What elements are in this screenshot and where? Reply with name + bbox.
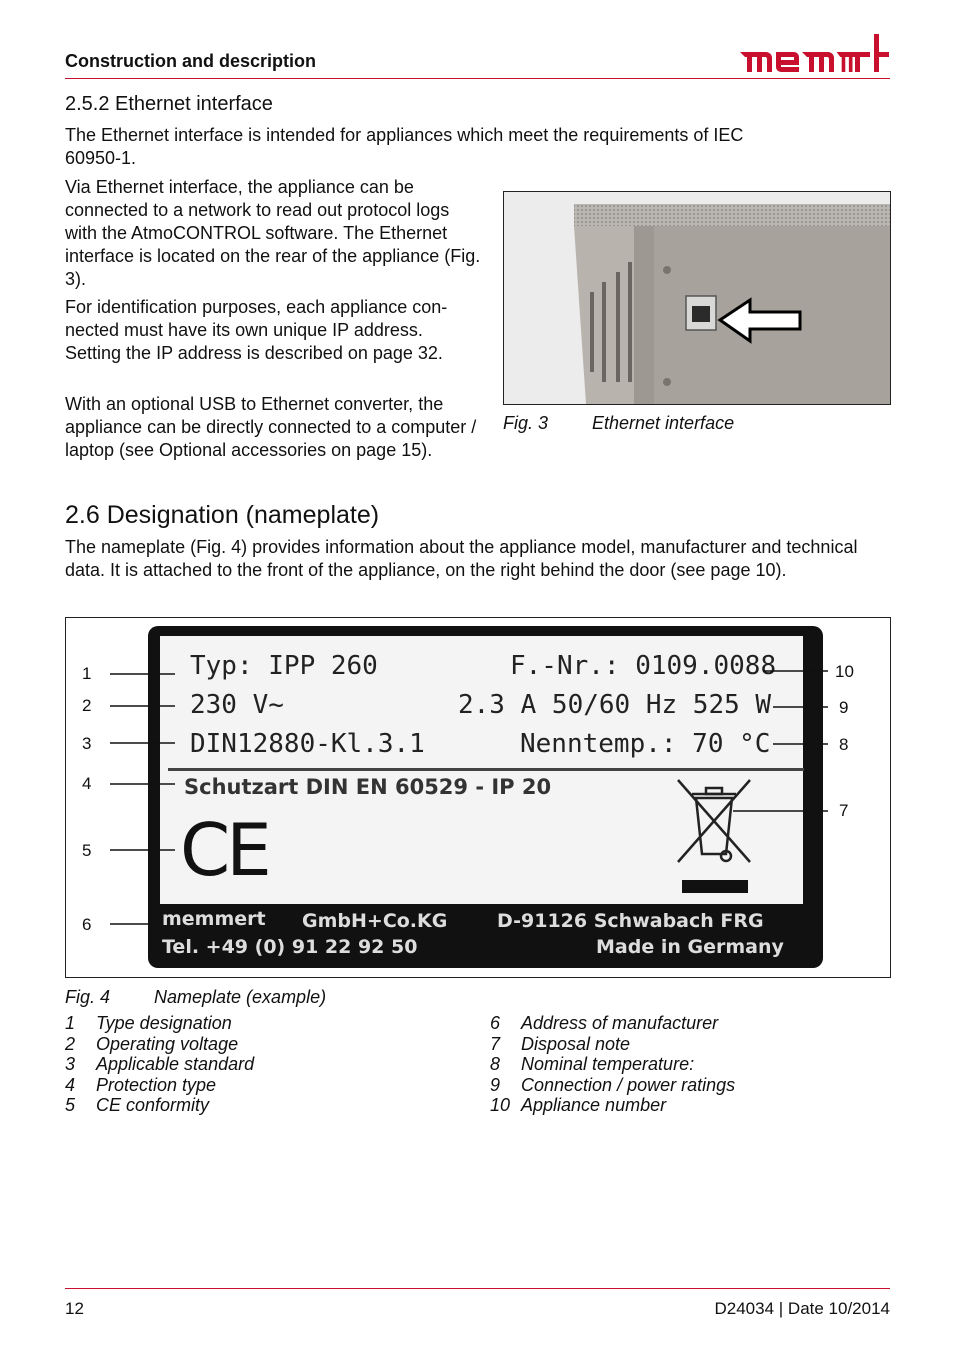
np-type: Typ: IPP 260 (190, 651, 378, 681)
callout-9: 9 (839, 698, 849, 717)
np-nominal-temp: Nenntemp.: 70 °C (520, 729, 771, 759)
paragraph-ip-address: For identification purposes, each appliance con-nected must have its own unique IP address. Setting the IP address is described on page 32. (65, 297, 448, 363)
legend-item: 4 Protection type (65, 1074, 217, 1095)
legend-item: 1 Type designation (65, 1013, 232, 1033)
np-protection-type: Schutzart DIN EN 60529 - IP 20 (184, 775, 552, 799)
callout-1: 1 (82, 664, 92, 683)
fig3-number: Fig. 3 (503, 413, 549, 433)
np-telephone: Tel. +49 (0) 91 22 92 50 (162, 936, 418, 958)
legend-left (65, 1013, 254, 1116)
running-header: Construction and description (65, 51, 317, 71)
callout-7: 7 (839, 801, 849, 820)
np-standard: DIN12880-Kl.3.1 (190, 729, 425, 759)
section-heading-2-6: 2.6 Designation (nameplate) (65, 501, 380, 529)
legend-item: 2 Operating voltage (65, 1033, 239, 1054)
legend-item: 8 Nominal temperature: (490, 1054, 695, 1074)
np-power-ratings: 2.3 A 50/60 Hz 525 W (458, 690, 772, 720)
callout-4: 4 (82, 774, 92, 793)
fig4-number: Fig. 4 (65, 987, 111, 1007)
callout-3: 3 (82, 734, 92, 753)
legend-item: 7 Disposal note (490, 1033, 631, 1054)
legend-item: 10 Appliance number (490, 1095, 667, 1115)
legend-item: 6 Address of manufacturer (490, 1013, 719, 1033)
callout-6: 6 (82, 915, 92, 934)
paragraph-intro: The Ethernet interface is intended for appliances which meet the requirements of IEC 60950-1. (65, 125, 744, 168)
fig4-caption: Nameplate (example) (154, 987, 327, 1007)
footer-rule (65, 1288, 890, 1289)
paragraph-ethernet-usage: Via Ethernet interface, the appliance can be connected to a network to read out protocol logs with the AtmoCONTROL software. The Ethernet interface is located on the rear of the appliance (Fig. 3). (65, 177, 481, 289)
legend-item: 5 CE conformity (65, 1095, 210, 1115)
paragraph-nameplate: The nameplate (Fig. 4) provides information about the appliance model, manufacturer and technical data. It is attached to the front of the appliance, on the right behind the door (see page 10). (65, 537, 858, 580)
np-voltage: 230 V~ (190, 690, 284, 720)
np-brand: memmert (162, 908, 266, 930)
legend-right (490, 1013, 735, 1116)
callout-5: 5 (82, 841, 92, 860)
fig3-caption: Ethernet interface (592, 413, 735, 433)
np-company: GmbH+Co.KG (302, 910, 448, 932)
legend-item: 3 Applicable standard (65, 1054, 255, 1074)
np-address: D-91126 Schwabach FRG (497, 910, 764, 932)
section-heading-2-5-2: 2.5.2 Ethernet interface (65, 93, 273, 115)
page-number: 12 (65, 1299, 84, 1318)
callout-10: 10 (835, 662, 854, 681)
np-made-in: Made in Germany (596, 936, 784, 958)
paragraph-usb-converter: With an optional USB to Ethernet converter, the appliance can be directly connected to a computer / laptop (see Optional accessories on page 15). (65, 394, 477, 460)
legend-item: 9 Connection / power ratings (490, 1074, 736, 1095)
ce-mark: CE (180, 808, 268, 892)
document-id: D24034 | Date 10/2014 (714, 1299, 890, 1318)
callout-8: 8 (839, 735, 849, 754)
callout-2: 2 (82, 696, 92, 715)
np-serial-number: F.-Nr.: 0109.0088 (510, 651, 777, 681)
